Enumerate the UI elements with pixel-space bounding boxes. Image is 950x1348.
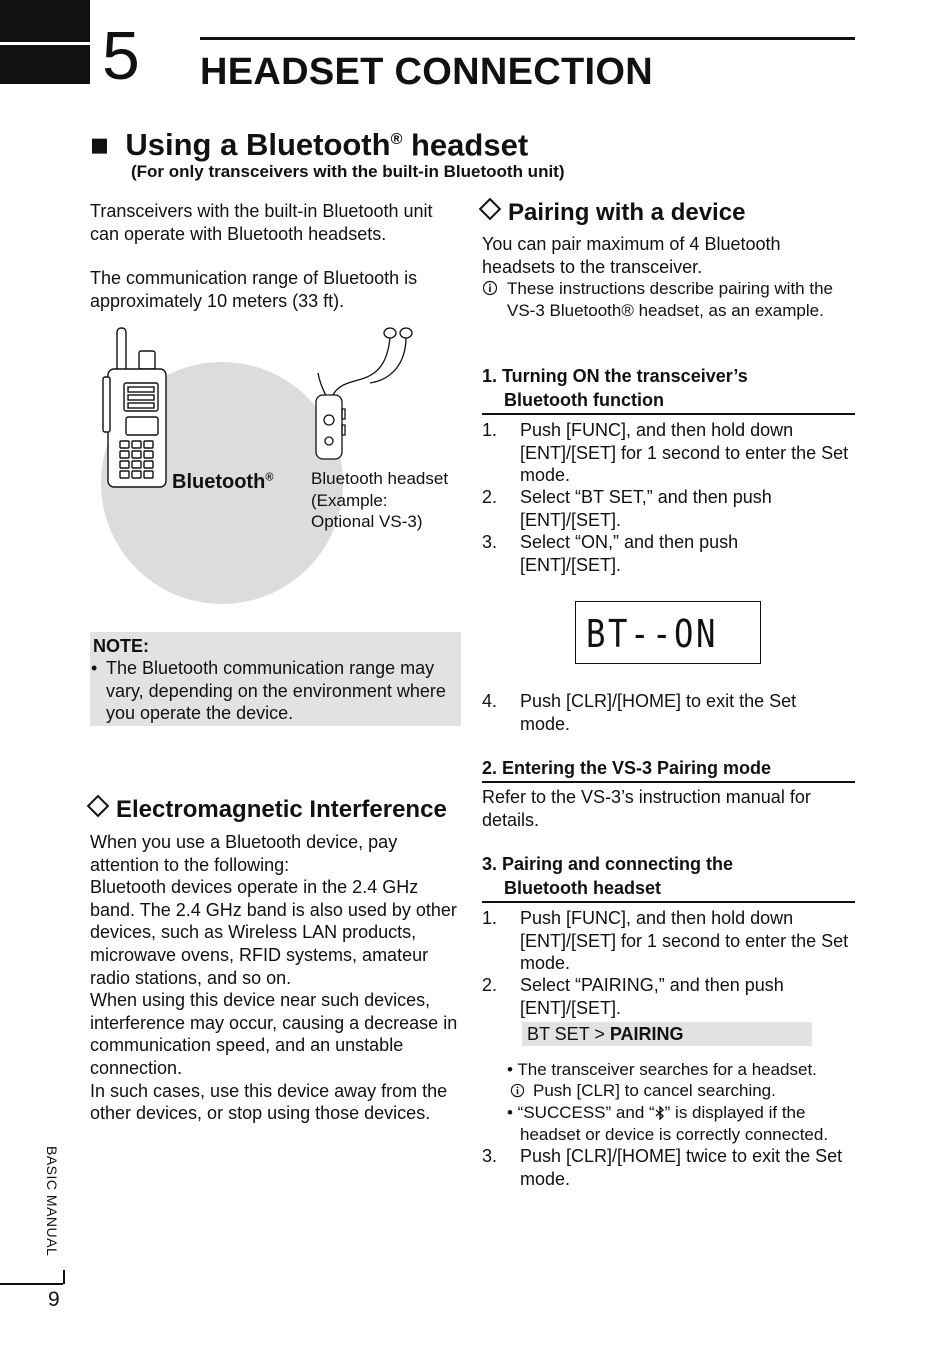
list-item-number: 3.	[482, 532, 498, 552]
step3-list	[482, 907, 855, 1022]
bluetooth-label-text: Bluetooth	[172, 471, 266, 493]
section-subtitle: (For only transceivers with the built-in Bluetooth unit)	[131, 162, 565, 181]
emi-paragraph: In such cases, use this device away from the other devices, or stop using those devices.	[90, 1080, 448, 1124]
pairing-heading-text: Pairing with a device	[508, 199, 746, 226]
sub-bullet-2	[507, 1102, 852, 1124]
list-item	[482, 690, 855, 740]
page-rule-tick	[63, 1270, 65, 1284]
list-item-number: 4.	[482, 691, 498, 711]
menu-path-item: PAIRING	[609, 1024, 684, 1044]
step2-text: Refer to the VS-3’s instruction manual for details.	[482, 787, 811, 830]
headset-caption-line: (Example:	[311, 490, 388, 510]
list-item-number: 1.	[482, 908, 498, 928]
step3-rule	[482, 901, 855, 903]
transceiver-icon	[103, 328, 166, 487]
page-number: 9	[48, 1288, 60, 1311]
list-item-number: 3.	[482, 1146, 498, 1166]
sub-info-text: Push [CLR] to cancel searching.	[533, 1081, 776, 1100]
step1-heading	[482, 364, 748, 412]
list-item	[482, 1145, 855, 1193]
list-item-number: 1.	[482, 420, 498, 440]
step1-rule	[482, 413, 855, 415]
section-title	[90, 120, 528, 165]
step1-heading-line: 1. Turning ON the transceiver’s	[482, 366, 748, 386]
list-item-text: Select “PAIRING,” and then push [ENT]/[SET].	[520, 975, 784, 1018]
emi-paragraph: When you use a Bluetooth device, pay attention to the following:	[90, 832, 398, 875]
chapter-number: 5	[102, 18, 140, 94]
intro-paragraph-1: Transceivers with the built-in Bluetooth unit can operate with Bluetooth headsets.	[90, 201, 433, 244]
lcd-display	[575, 601, 761, 664]
note-bullet: •	[91, 658, 98, 678]
diamond-icon	[479, 198, 502, 221]
step3-heading-line: Bluetooth headset	[504, 878, 662, 898]
list-item-text: Push [FUNC], and then hold down [ENT]/[SET] for 1 second to enter the Set mode.	[520, 420, 849, 486]
lcd-readout: BT--ON	[586, 612, 718, 656]
bluetooth-label	[172, 471, 273, 494]
diamond-icon	[87, 795, 110, 818]
note-text: The Bluetooth communication range may vary, depending on the environment where you operate the device.	[106, 658, 446, 724]
headset-icon	[316, 328, 412, 459]
side-label: BASIC MANUAL	[44, 1146, 60, 1257]
section-title-tail: headset	[402, 127, 529, 163]
step2-heading: 2. Entering the VS-3 Pairing mode	[482, 758, 772, 778]
bluetooth-icon	[655, 1104, 665, 1118]
chapter-tab-divider	[0, 42, 90, 45]
emi-heading-text: Electromagnetic Interference	[116, 796, 447, 823]
sub-bullet-1: • The transceiver searches for a headset.	[507, 1060, 817, 1079]
note-box	[90, 632, 461, 726]
step2-rule	[482, 781, 855, 783]
section-bullet: ■	[90, 127, 109, 163]
menu-path-box	[522, 1022, 812, 1046]
bluetooth-registered-mark: ®	[265, 471, 274, 484]
pairing-intro: You can pair maximum of 4 Bluetooth headsets to the transceiver.	[482, 234, 781, 277]
step3-heading	[482, 852, 733, 900]
list-item-number: 2.	[482, 487, 498, 507]
list-item-text: Select “ON,” and then push [ENT]/[SET].	[520, 532, 739, 575]
page-rule	[0, 1283, 63, 1285]
headset-caption	[311, 468, 471, 533]
chapter-title-rule	[200, 37, 855, 40]
sub-bullet-2-cont: headset or device is correctly connected.	[520, 1125, 829, 1144]
list-item-text: Push [CLR]/[HOME] twice to exit the Set mode.	[520, 1146, 843, 1189]
sub-bullet-2-text: • “SUCCESS” and “	[507, 1103, 655, 1122]
step3-heading-line: 3. Pairing and connecting the	[482, 854, 734, 874]
chapter-title: HEADSET CONNECTION	[200, 51, 653, 93]
pairing-heading	[478, 199, 745, 227]
step1-heading-line: Bluetooth function	[504, 390, 664, 410]
intro-paragraph-2: The communication range of Bluetooth is approximately 10 meters (33 ft).	[90, 268, 418, 311]
emi-body	[90, 831, 462, 1125]
headset-caption-line: Optional VS-3)	[311, 512, 423, 532]
note-title: NOTE:	[93, 636, 149, 656]
menu-path	[527, 1023, 684, 1046]
list-item-number: 2.	[482, 975, 498, 995]
list-item-text: Select “BT SET,” and then push [ENT]/[SET].	[520, 487, 772, 530]
registered-mark: ®	[390, 131, 403, 148]
section-title-text: Using a Bluetooth	[125, 127, 391, 163]
pairing-info-note: These instructions describe pairing with the VS-3 Bluetooth® headset, as an example.	[507, 279, 833, 320]
bluetooth-figure	[90, 325, 465, 610]
emi-heading	[86, 796, 447, 824]
info-icon	[482, 280, 498, 296]
step1-list	[482, 419, 855, 579]
menu-path-prefix: BT SET >	[527, 1024, 610, 1044]
list-item-text: Push [CLR]/[HOME] to exit the Set mode.	[520, 691, 797, 734]
emi-paragraph: When using this device near such devices, interference may occur, causing a decrease in communication speed, and an unstable connection.	[90, 990, 458, 1078]
info-icon	[510, 1083, 525, 1098]
list-item-text: Push [FUNC], and then hold down [ENT]/[SET] for 1 second to enter the Set mode.	[520, 908, 849, 974]
headset-caption-line: Bluetooth headset	[311, 469, 449, 488]
sub-bullet-2-text: ” is displayed if the	[664, 1103, 806, 1122]
emi-paragraph: Bluetooth devices operate in the 2.4 GHz band. The 2.4 GHz band is also used by other devices, such as Wireless LAN products, microwave ovens, RFID systems, amateur radio stations, and so on.	[90, 877, 457, 988]
